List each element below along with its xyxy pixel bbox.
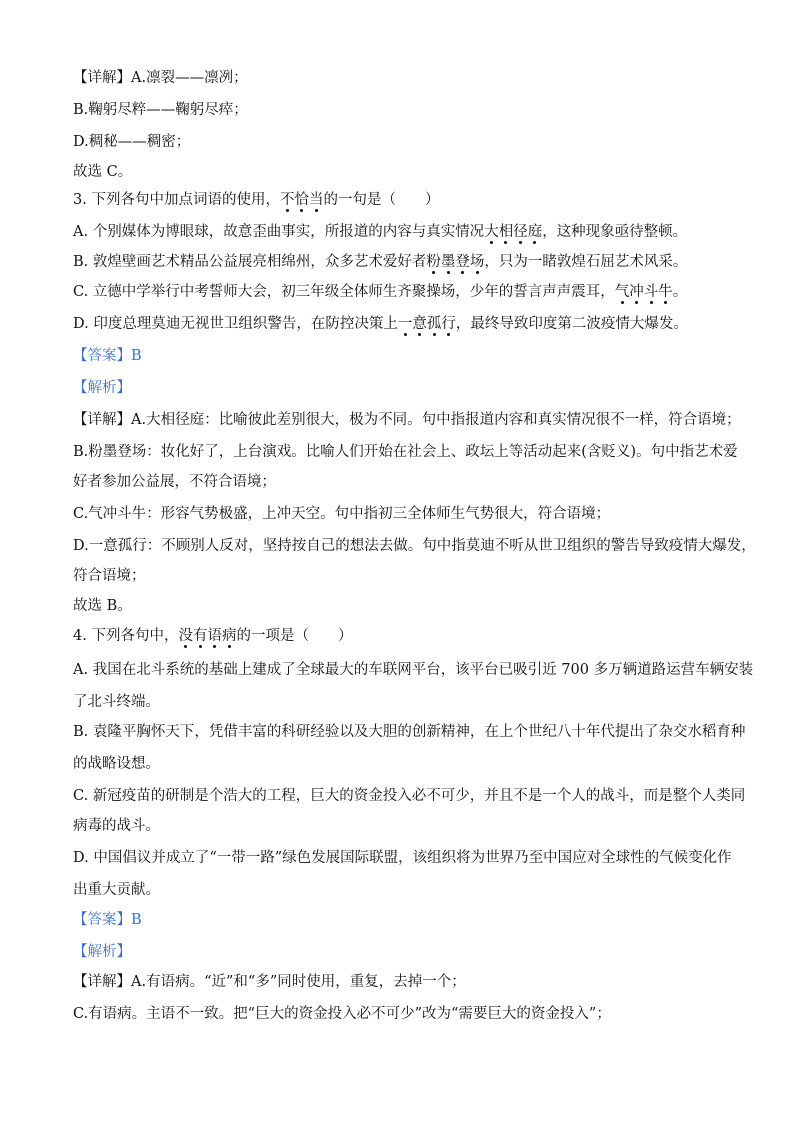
q4-explanation-2: C.有语病。主语不一致。把“巨大的资金投入必不可少”改为“需要巨大的资金投入”； [73, 1006, 611, 1022]
q3-explanation-3: 好者参加公益展，不符合语境； [73, 474, 276, 490]
q4-analysis-heading: 【解析】 [73, 944, 131, 960]
q4-option-a-line-1: A. 我国在北斗系统的基础上建成了全球最大的车联网平台，该平台已吸引近 700 多万辆道路运营车辆安装 [73, 662, 754, 678]
q3-explanation-4: C.气冲斗牛：形容气势极盛，上冲天空。句中指初三全体师生气势很大，符合语境； [73, 506, 611, 522]
q4-option-d-line-2: 出重大贡献。 [73, 882, 160, 898]
q4-option-b-line-2: 的战略设想。 [73, 756, 160, 772]
q3-option-d: D. 印度总理莫迪无视世卫组织警告，在防控决策上一意孤行，最终导致印度第二波疫情大爆发。 [73, 316, 688, 332]
q4-option-d-line-1: D. 中国倡议并成立了“一带一路”绿色发展国际联盟，该组织将为世界乃至中国应对全球性的气候变化作 [73, 850, 732, 866]
q4-option-c-line-1: C. 新冠疫苗的研制是个浩大的工程，巨大的资金投入必不可少，并且不是一个人的战斗，而是整个人类同 [73, 788, 746, 804]
q3-option-c: C. 立德中学举行中考誓师大会，初三年级全体师生齐聚操场，少年的誓言声声震耳，气冲斗牛。 [73, 284, 688, 300]
q4-option-a-line-2: 了北斗终端。 [73, 694, 160, 710]
q4-stem: 4. 下列各句中，没有语病的一项是（ ） [73, 628, 353, 644]
q4-option-c-line-2: 病毒的战斗。 [73, 818, 160, 834]
q3-stem: 3. 下列各句中加点词语的使用，不恰当的一句是（ ） [73, 192, 440, 208]
q3-explanation-6: 符合语境； [73, 568, 146, 584]
q3-conclusion: 故选 B。 [73, 598, 132, 614]
q3-option-b: B. 敦煌壁画艺术精品公益展亮相绵州，众多艺术爱好者粉墨登场，只为一睹敦煌石屈艺术风采。 [73, 254, 688, 270]
q4-answer: 【答案】B [73, 912, 142, 928]
q2-detail-line-1: 【详解】A.凛裂——凛冽； [73, 70, 248, 86]
q3-explanation-1: 【详解】A.大相径庭：比喻彼此差别很大，极为不同。句中指报道内容和真实情况很不一样，符合语境； [73, 412, 741, 428]
q3-option-a: A. 个别媒体为博眼球，故意歪曲事实，所报道的内容与真实情况大相径庭，这种现象亟待整顿。 [73, 224, 688, 240]
q2-conclusion: 故选 C。 [73, 164, 133, 180]
q3-explanation-2: B.粉墨登场：妆化好了，上台演戏。比喻人们开始在社会上、政坛上等活动起来(含贬义)。句中指艺术爱 [73, 444, 738, 460]
q2-detail-line-3: D.稠秘——稠密； [73, 134, 191, 150]
q2-detail-line-2: B.鞠躬尽粹——鞠躬尽瘁； [73, 102, 248, 118]
q3-explanation-5: D.一意孤行：不顾别人反对，坚持按自己的想法去做。句中指莫迪不听从世卫组织的警告导致疫情大爆发， [73, 538, 756, 554]
q4-option-b-line-1: B. 袁隆平胸怀天下，凭借丰富的科研经验以及大胆的创新精神，在上个世纪八十年代提出了杂交水稻育种 [73, 724, 746, 740]
q4-explanation-1: 【详解】A.有语病。“近”和“多”同时使用，重复，去掉一个； [73, 974, 466, 990]
q3-answer: 【答案】B [73, 348, 142, 364]
q3-analysis-heading: 【解析】 [73, 380, 131, 396]
